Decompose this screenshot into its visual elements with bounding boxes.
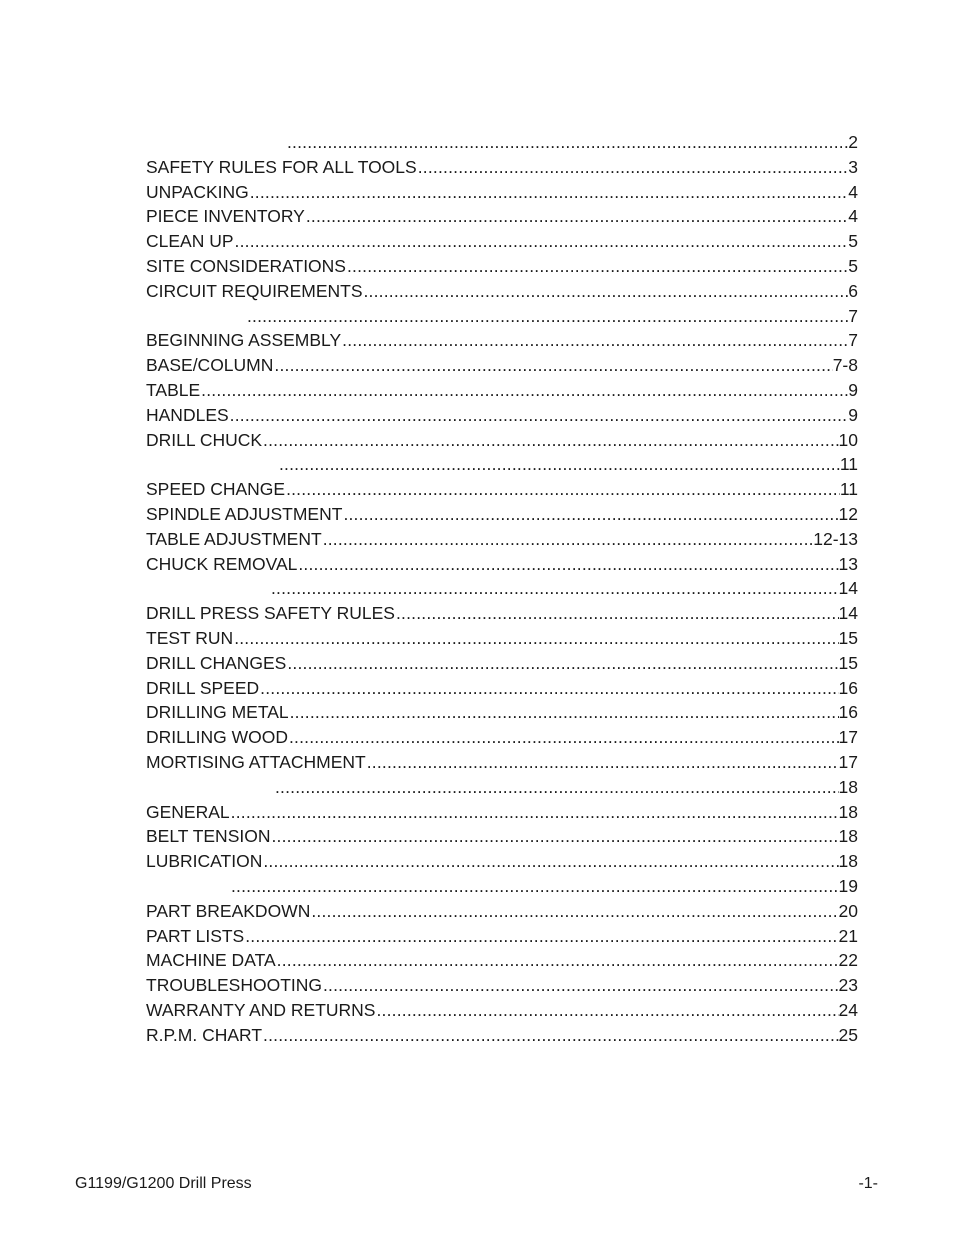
toc-entry-title: GENERAL xyxy=(146,801,230,822)
toc-entry-title: CLEAN UP xyxy=(146,231,234,252)
toc-entry-title: SITE CONSIDERATIONS xyxy=(146,255,346,276)
toc-entry-page: 17 xyxy=(838,751,858,772)
toc-entry xyxy=(146,527,858,552)
toc-entry-page: 15 xyxy=(838,652,858,673)
toc-entry-page: 7 xyxy=(848,330,858,351)
toc-dot-leader xyxy=(230,800,839,825)
toc-dot-leader xyxy=(230,874,839,899)
toc-dot-leader xyxy=(322,973,839,998)
toc-entry-page: 21 xyxy=(838,925,858,946)
page-footer xyxy=(75,1174,878,1194)
toc-dot-leader xyxy=(262,428,838,453)
toc-entry-title: PART BREAKDOWN xyxy=(146,900,311,921)
toc-dot-leader xyxy=(310,899,838,924)
toc-entry-page: 9 xyxy=(848,379,858,400)
toc-dot-leader xyxy=(278,452,840,477)
toc-entry-page: 16 xyxy=(838,702,858,723)
toc-dot-leader xyxy=(286,651,838,676)
toc-dot-leader xyxy=(375,998,838,1023)
toc-dot-leader xyxy=(346,254,848,279)
toc-dot-leader xyxy=(274,775,839,800)
toc-entry-title: TEST RUN xyxy=(146,627,234,648)
toc-entry xyxy=(146,824,858,849)
toc-entry-page: 12 xyxy=(838,503,858,524)
toc-dot-leader xyxy=(262,849,838,874)
toc-entry-page: 19 xyxy=(838,875,858,896)
toc-entry xyxy=(146,403,858,428)
toc-entry-title: CIRCUIT REQUIREMENTS xyxy=(146,280,363,301)
toc-entry-page: 9 xyxy=(848,404,858,425)
toc-entry-title: TABLE ADJUSTMENT xyxy=(146,528,322,549)
toc-entry-title: MORTISING ATTACHMENT xyxy=(146,751,366,772)
footer-page-number: -1- xyxy=(858,1175,878,1192)
toc-entry-title: HANDLES xyxy=(146,404,229,425)
toc-entry xyxy=(146,328,858,353)
toc-entry-page: 18 xyxy=(838,776,858,797)
toc-entry xyxy=(146,750,858,775)
toc-entry-page: 14 xyxy=(838,603,858,624)
toc-entry-title: DRILL SPEED xyxy=(146,677,260,698)
toc-entry-page: 7 xyxy=(848,305,858,326)
toc-dot-leader xyxy=(395,601,839,626)
toc-entry-page: 22 xyxy=(838,950,858,971)
toc-entry xyxy=(146,155,858,180)
toc-entry-title: BELT TENSION xyxy=(146,826,271,847)
toc-dot-leader xyxy=(229,403,849,428)
toc-dot-leader xyxy=(276,948,839,973)
toc-entry-page: 5 xyxy=(848,231,858,252)
toc-dot-leader xyxy=(288,725,839,750)
toc-entry-page: 20 xyxy=(838,900,858,921)
toc-entry xyxy=(146,576,858,601)
toc-entry-page: 3 xyxy=(848,156,858,177)
toc-dot-leader xyxy=(322,527,814,552)
toc-entry xyxy=(146,353,858,378)
toc-entry-title: PART LISTS xyxy=(146,925,245,946)
toc-dot-leader xyxy=(273,353,832,378)
toc-entry-title: UNPACKING xyxy=(146,181,249,202)
toc-entry-page: 7-8 xyxy=(832,355,858,376)
toc-dot-leader xyxy=(286,130,848,155)
toc-dot-leader xyxy=(270,576,839,601)
toc-dot-leader xyxy=(342,502,838,527)
toc-entry-title: WARRANTY AND RETURNS xyxy=(146,999,376,1020)
toc-entry xyxy=(146,130,858,155)
toc-entry xyxy=(146,304,858,329)
toc-entry-page: 23 xyxy=(838,975,858,996)
toc-entry xyxy=(146,626,858,651)
toc-dot-leader xyxy=(233,626,838,651)
toc-entry-title: BEGINNING ASSEMBLY xyxy=(146,330,342,351)
toc-entry xyxy=(146,800,858,825)
footer-model: G1199/G1200 Drill Press xyxy=(75,1175,252,1192)
toc-entry-page: 4 xyxy=(848,181,858,202)
toc-entry-page: 18 xyxy=(838,826,858,847)
toc-dot-leader xyxy=(246,304,848,329)
toc-dot-leader xyxy=(417,155,849,180)
toc-entry-title: R.P.M. CHART xyxy=(146,1024,263,1045)
toc-entry-title: SPINDLE ADJUSTMENT xyxy=(146,503,343,524)
toc-entry xyxy=(146,775,858,800)
toc-entry-page: 11 xyxy=(839,454,858,475)
toc-entry-page: 2 xyxy=(848,132,858,152)
toc-dot-leader xyxy=(270,824,838,849)
toc-entry xyxy=(146,849,858,874)
toc-entry xyxy=(146,204,858,229)
toc-entry-title: PIECE INVENTORY xyxy=(146,206,305,227)
toc-dot-leader xyxy=(249,180,849,205)
toc-entry-page: 17 xyxy=(838,727,858,748)
toc-entry xyxy=(146,998,858,1023)
toc-entry-title: DRILL CHUCK xyxy=(146,429,263,450)
toc-entry-title: SPEED CHANGE xyxy=(146,479,286,500)
toc-entry-page: 18 xyxy=(838,801,858,822)
toc-dot-leader xyxy=(285,477,840,502)
toc-dot-leader xyxy=(363,279,849,304)
toc-entry-title: TROUBLESHOOTING xyxy=(146,975,322,996)
toc-dot-leader xyxy=(341,328,848,353)
toc-dot-leader xyxy=(259,676,838,701)
toc-entry-page: 4 xyxy=(848,206,858,227)
toc-entry-title: DRILLING METAL xyxy=(146,702,289,723)
toc-entry xyxy=(146,948,858,973)
toc-entry-title: DRILLING WOOD xyxy=(146,727,288,748)
toc-entry xyxy=(146,452,858,477)
toc-dot-leader xyxy=(305,204,848,229)
toc-entry-page: 18 xyxy=(838,851,858,872)
toc-entry-page: 25 xyxy=(838,1024,858,1045)
toc-entry xyxy=(146,180,858,205)
toc-dot-leader xyxy=(297,552,838,577)
toc-entry-page: 5 xyxy=(848,255,858,276)
toc-entry-title: MACHINE DATA xyxy=(146,950,276,971)
toc-entry xyxy=(146,601,858,626)
toc-dot-leader xyxy=(262,1023,838,1048)
toc-entry-title: DRILL PRESS SAFETY RULES xyxy=(146,603,395,624)
toc-dot-leader xyxy=(200,378,848,403)
toc-entry-page: 6 xyxy=(848,280,858,301)
toc-entry-page: 15 xyxy=(838,627,858,648)
toc-dot-leader xyxy=(244,924,838,949)
toc-entry xyxy=(146,899,858,924)
toc-entry xyxy=(146,279,858,304)
toc-dot-leader xyxy=(289,700,839,725)
toc-dot-leader xyxy=(366,750,839,775)
toc-entry xyxy=(146,502,858,527)
toc-entry-page: 11 xyxy=(839,479,858,500)
table-of-contents xyxy=(146,130,858,1047)
toc-entry-title: LUBRICATION xyxy=(146,851,263,872)
toc-dot-leader xyxy=(234,229,849,254)
toc-entry xyxy=(146,924,858,949)
toc-entry-page: 12-13 xyxy=(813,528,858,549)
toc-entry-title: CHUCK REMOVAL xyxy=(146,553,298,574)
toc-entry xyxy=(146,1023,858,1048)
toc-entry xyxy=(146,378,858,403)
toc-entry-page: 10 xyxy=(838,429,858,450)
toc-entry-page: 16 xyxy=(838,677,858,698)
toc-entry-title: TABLE xyxy=(146,379,201,400)
toc-entry xyxy=(146,676,858,701)
toc-entry-title: BASE/COLUMN xyxy=(146,355,274,376)
toc-entry xyxy=(146,477,858,502)
toc-entry xyxy=(146,428,858,453)
toc-entry xyxy=(146,700,858,725)
toc-entry xyxy=(146,973,858,998)
toc-entry-title: DRILL CHANGES xyxy=(146,652,287,673)
toc-entry xyxy=(146,229,858,254)
toc-entry-title: SAFETY RULES FOR ALL TOOLS xyxy=(146,156,417,177)
toc-entry-page: 14 xyxy=(838,578,858,599)
toc-entry xyxy=(146,552,858,577)
toc-entry xyxy=(146,254,858,279)
toc-entry xyxy=(146,651,858,676)
toc-entry-page: 13 xyxy=(838,553,858,574)
toc-entry xyxy=(146,725,858,750)
toc-entry xyxy=(146,874,858,899)
toc-entry-page: 24 xyxy=(838,999,858,1020)
